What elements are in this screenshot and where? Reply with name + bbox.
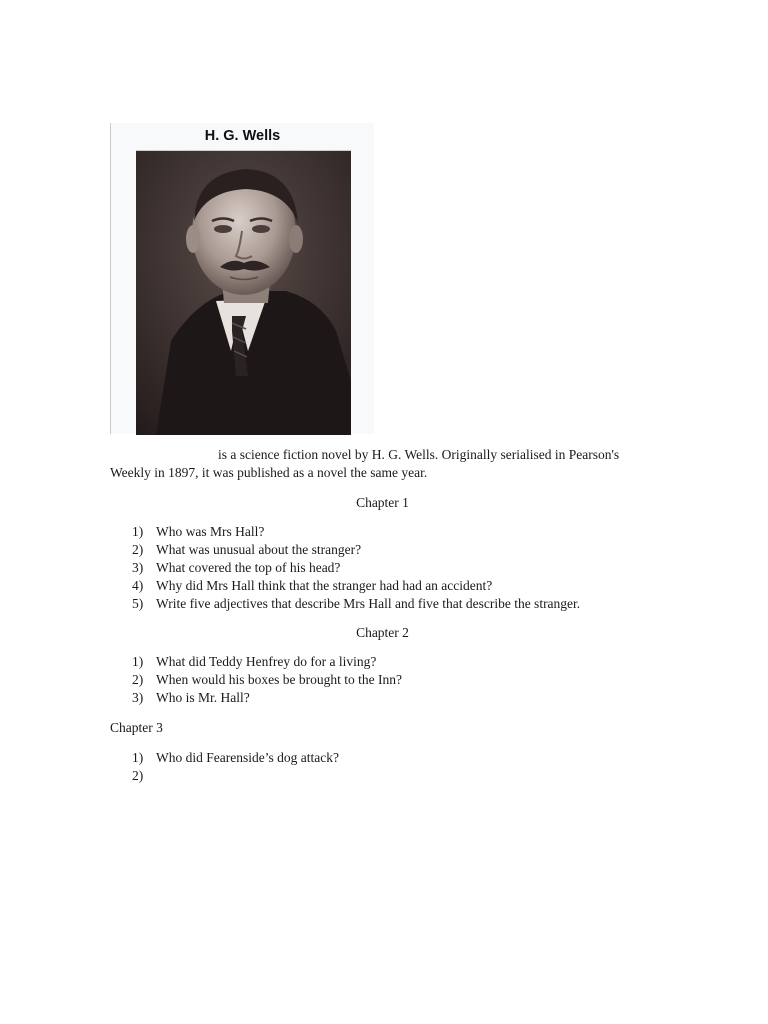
infobox-title: H. G. Wells bbox=[204, 128, 281, 144]
chapter-1-heading: Chapter 1 bbox=[356, 495, 409, 510]
infobox bbox=[110, 123, 374, 434]
question-number: 2) bbox=[132, 542, 144, 557]
question-text: What covered the top of his head? bbox=[156, 560, 341, 575]
list-item bbox=[132, 577, 580, 595]
question-text: When would his boxes be brought to the Inn? bbox=[156, 672, 402, 687]
chapter-3-heading: Chapter 3 bbox=[110, 720, 163, 735]
question-number: 1) bbox=[132, 524, 144, 539]
chapter-2-questions bbox=[132, 653, 402, 707]
question-text: Write five adjectives that describe Mrs Hall and five that describe the stranger. bbox=[156, 596, 581, 611]
question-text: Why did Mrs Hall think that the stranger had had an accident? bbox=[156, 578, 493, 593]
question-number: 1) bbox=[132, 654, 144, 669]
intro-paragraph: is a science fiction novel by H. G. Wells. Originally serialised in Pearson's Weekly in 1897, it was published as a novel the same year. bbox=[110, 447, 620, 480]
portrait-image bbox=[136, 150, 351, 435]
list-item bbox=[132, 523, 580, 541]
list-item bbox=[132, 689, 402, 707]
question-number: 3) bbox=[132, 560, 144, 575]
question-text: Who did Fearenside’s dog attack? bbox=[156, 750, 339, 765]
chapter-2-heading: Chapter 2 bbox=[356, 625, 409, 640]
question-number: 5) bbox=[132, 596, 144, 611]
list-item bbox=[132, 653, 402, 671]
chapter-3-questions bbox=[132, 749, 339, 783]
chapter-1-questions bbox=[132, 523, 580, 613]
portrait-illustration bbox=[136, 151, 351, 435]
list-item bbox=[132, 541, 580, 559]
question-number: 2) bbox=[132, 768, 144, 783]
question-number: 2) bbox=[132, 672, 144, 687]
list-item bbox=[132, 749, 339, 767]
question-text: What was unusual about the stranger? bbox=[156, 542, 362, 557]
question-number: 1) bbox=[132, 750, 144, 765]
question-number: 3) bbox=[132, 690, 144, 705]
list-item bbox=[132, 671, 402, 689]
question-text: Who was Mrs Hall? bbox=[156, 524, 265, 539]
list-item bbox=[132, 559, 580, 577]
list-item bbox=[132, 595, 580, 613]
question-text: What did Teddy Henfrey do for a living? bbox=[156, 654, 377, 669]
question-text: Who is Mr. Hall? bbox=[156, 690, 250, 705]
question-number: 4) bbox=[132, 578, 144, 593]
